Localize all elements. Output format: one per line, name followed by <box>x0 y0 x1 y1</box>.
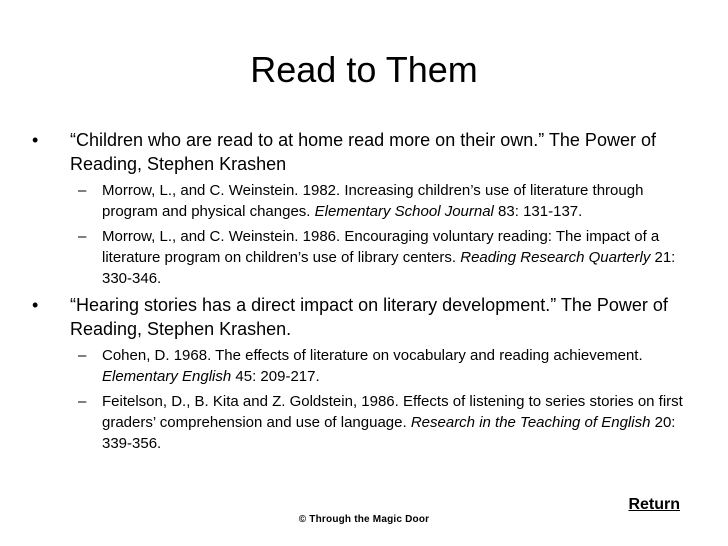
citation-body: Morrow, L., and C. Weinstein. 1982. Increasing children’s use of literature through program and physical changes. <box>102 182 644 220</box>
citation-text <box>102 393 683 452</box>
bullet-dot-icon: • <box>32 295 39 315</box>
dash-icon: – <box>78 347 87 364</box>
journal-title: Research in the Teaching of English <box>410 414 651 431</box>
citation-item <box>70 226 690 289</box>
dash-icon: – <box>78 182 87 199</box>
bullet-item <box>30 293 690 454</box>
copyright-footer: © Through the Magic Door <box>298 514 430 525</box>
citation-volume: 45: 209-217. <box>231 368 320 385</box>
citation-body: Cohen, D. 1968. The effects of literature on vocabulary and reading achievement. <box>102 347 643 364</box>
citation-text <box>102 182 643 220</box>
citation-volume: 21: 330-346. <box>102 249 676 287</box>
journal-title: Reading Research Quarterly <box>460 249 651 266</box>
citation-volume: 20: 339-356. <box>102 414 676 452</box>
dash-icon: – <box>78 393 87 410</box>
citation-item <box>70 345 690 387</box>
dash-icon: – <box>78 228 87 245</box>
journal-title: Elementary English <box>102 368 232 385</box>
citation-item <box>70 391 690 454</box>
journal-title: Elementary School Journal <box>314 203 494 220</box>
return-link[interactable]: Return <box>628 496 680 513</box>
citation-text <box>102 228 675 287</box>
citation-text <box>102 347 643 385</box>
sub-list <box>70 180 690 289</box>
bullet-list <box>30 128 690 458</box>
sub-list <box>70 345 690 454</box>
bullet-dot-icon: • <box>32 130 39 150</box>
citation-item <box>70 180 690 222</box>
bullet-text: “Hearing stories has a direct impact on literary development.” The Power of Reading, Stephen Krashen. <box>70 295 668 339</box>
slide-title: Read to Them <box>250 49 478 90</box>
citation-body: Morrow, L., and C. Weinstein. 1986. Encouraging voluntary reading: The impact of a literature program on children’s use of library centers. <box>102 228 660 266</box>
citation-body: Feitelson, D., B. Kita and Z. Goldstein, 1986. Effects of listening to series stories on first graders’ comprehension and use of language. <box>102 393 683 431</box>
bullet-item <box>30 128 690 289</box>
citation-volume: 83: 131-137. <box>493 203 583 220</box>
bullet-text: “Children who are read to at home read more on their own.” The Power of Reading, Stephen Krashen <box>70 130 656 174</box>
